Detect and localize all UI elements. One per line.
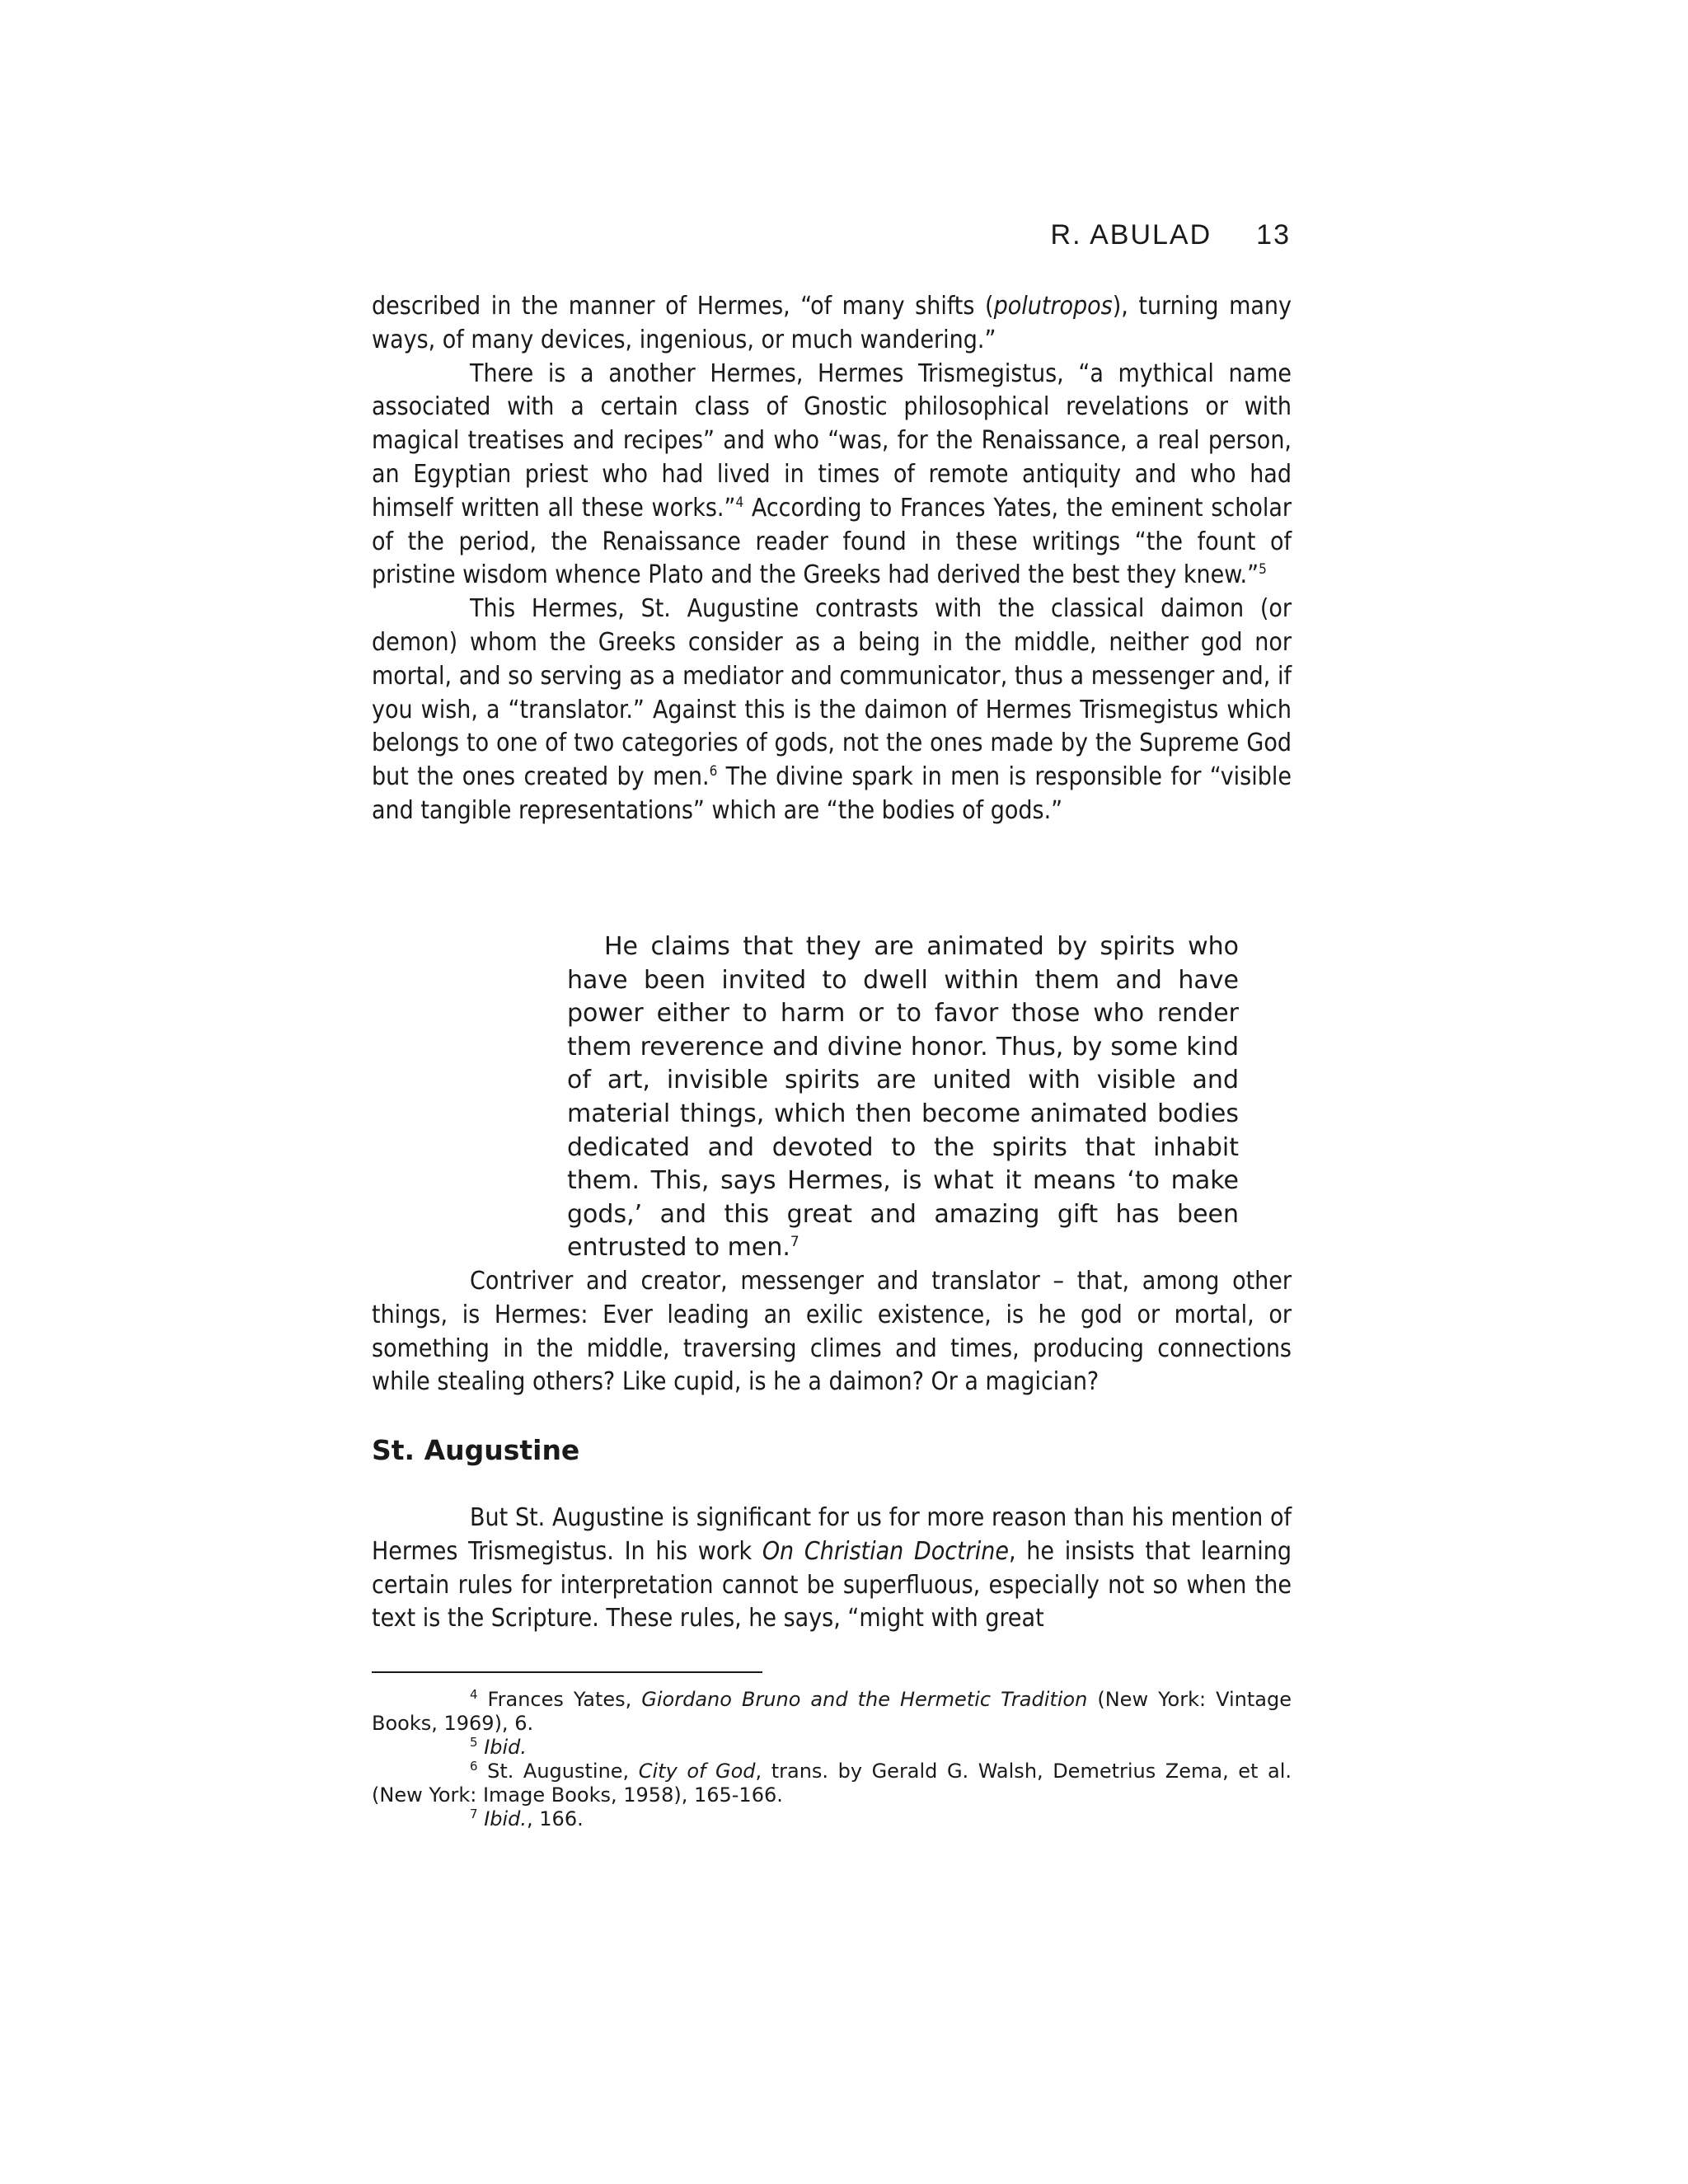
footnote-6 — [372, 1760, 1292, 1807]
footnote-number: 4 — [470, 1687, 478, 1702]
body-text-top — [372, 290, 1292, 828]
footnote-7 — [372, 1807, 1292, 1831]
paragraph-3-text-a: This Hermes, St. Augustine contrasts with the classical daimon (or demon) whom the Greeks consider as a being in the middle, neither god nor mortal, and so serving as a mediator and communicator, thus a messenger and, if you wish, a “translator.” Against this is the daimon of Hermes Trismegistus which belongs to one of two categories of gods, not the ones made by the Supreme God but the ones created by men. — [372, 594, 1292, 792]
page-number: 13 — [1256, 219, 1291, 251]
paragraph-5-text-a: But St. Augustine is significant for us for more reason than his mention of Hermes Trismegistus. In his work — [372, 1503, 1292, 1566]
footnote-text: Frances Yates, — [477, 1688, 642, 1711]
footnote-5 — [372, 1736, 1292, 1760]
paragraph-3 — [372, 593, 1292, 828]
footnote-number: 6 — [470, 1759, 478, 1774]
paragraph-2-text-a: There is a another Hermes, Hermes Trismegistus, “a mythical name associated with a certain class of Gnostic philosophical revelations or with magical treatises and recipes” and who “was, for the Renaissance, a real person, an Egyptian priest who had lived in times of remote antiquity and who had himself written all these works.” — [372, 359, 1292, 523]
footnote-number: 5 — [470, 1735, 478, 1750]
paragraph-3-text-b: The divine spark in men is responsible for “visible and tangible representations” which are “the bodies of gods.” — [372, 762, 1292, 825]
paragraph-4: Contriver and creator, messenger and translator – that, among other things, is Hermes: Ever leading an exilic existence, is he god or mortal, or something in the middle, traversing climes and times, producing connections while stealing others? Like cupid, is he a daimon? Or a magician? — [372, 1267, 1292, 1397]
footnote-title: Ibid. — [484, 1807, 528, 1830]
block-quote-text: He claims that they are animated by spirits who have been invited to dwell within them and have power either to harm or to favor those who render them reverence and divine honor. Thus, by some kind of art, invisible spirits are united with visible and material things, which then become animated bodies dedicated and devoted to the spirits that inhabit them. This, says Hermes, is what it means ‘to make gods,’ and this great and amazing gift has been entrusted to men. — [567, 932, 1239, 1263]
footnote-ref-7: 7 — [790, 1234, 799, 1251]
paragraph-1-text-a: described in the manner of Hermes, “of many shifts ( — [372, 292, 994, 321]
paragraph-2 — [372, 358, 1292, 593]
block-quote-paragraph — [567, 930, 1239, 1265]
paragraph-1-greek-term: polutropos — [993, 292, 1113, 321]
paragraph-5-work-title: On Christian Doctrine — [762, 1536, 1009, 1566]
running-head — [1051, 219, 1291, 251]
footnote-title: City of God — [638, 1760, 756, 1783]
paragraph-5 — [372, 1502, 1292, 1636]
body-text-bottom — [372, 1502, 1292, 1636]
footnote-ref-6: 6 — [709, 763, 718, 780]
block-quote — [567, 930, 1239, 1265]
footnote-ref-4: 4 — [735, 494, 744, 511]
body-text-middle — [372, 1265, 1292, 1399]
footnote-title: Ibid. — [484, 1736, 528, 1759]
footnote-text: St. Augustine, — [477, 1760, 639, 1783]
footnote-separator — [372, 1671, 762, 1673]
paragraph-1 — [372, 290, 1292, 358]
footnote-number: 7 — [470, 1807, 478, 1821]
section-heading: St. Augustine — [372, 1434, 580, 1466]
running-head-author: R. ABULAD — [1050, 219, 1212, 251]
paragraph-5-text-b: , he insists that learning certain rules for interpretation cannot be superfluous, especially not so when the text is the Scripture. These rules, he says, “might with great — [372, 1536, 1292, 1633]
footnotes — [372, 1688, 1292, 1831]
paragraph-1-text-b: ), turning many ways, of many devices, ingenious, or much wandering.” — [372, 292, 1292, 354]
footnote-ref-5: 5 — [1259, 561, 1267, 579]
footnote-text: , trans. by Gerald G. Walsh, Demetrius Zema, et al. (New York: Image Books, 1958), 165-166. — [372, 1760, 1292, 1807]
paragraph-2-text-b: According to Frances Yates, the eminent scholar of the period, the Renaissance reader found in these writings “the fount of pristine wisdom whence Plato and the Greeks had derived the best they knew.” — [372, 493, 1292, 590]
footnote-title: Giordano Bruno and the Hermetic Tradition — [641, 1688, 1088, 1711]
footnote-text: , 166. — [527, 1807, 584, 1830]
footnote-text: (New York: Vintage Books, 1969), 6. — [372, 1688, 1292, 1735]
footnote-4 — [372, 1688, 1292, 1736]
